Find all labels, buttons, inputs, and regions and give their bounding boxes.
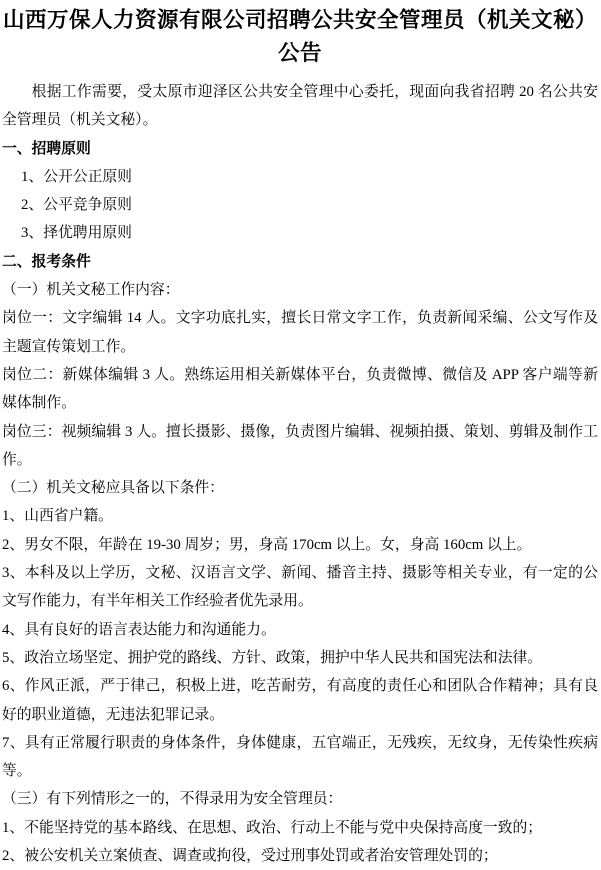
- disqualification-1: 1、不能坚持党的基本路线、在思想、政治、行动上不能与党中央保持高度一致的；: [2, 819, 543, 836]
- intro-paragraph: 根据工作需要，受太原市迎泽区公共安全管理中心委托，现面向我省招聘 20 名公共安全管理员（机关文秘）。: [2, 84, 598, 129]
- requirement-4: 4、具有良好的语言表达能力和沟通能力。: [2, 621, 276, 638]
- requirement-1: 1、山西省户籍。: [2, 508, 113, 525]
- job-post-2: 岗位二：新媒体编辑 3 人。熟练运用相关新媒体平台，负责微博、微信及 APP 客户端等新媒体制作。: [2, 366, 598, 412]
- principle-item-2: 2、公平竞争原则: [21, 197, 132, 214]
- job-post-1: 岗位一：文字编辑 14 人。文字功底扎实，擅长日常文字工作，负责新闻采编、公文写作及主题宣传策划工作。: [2, 310, 598, 355]
- disqualification-2: 2、被公安机关立案侦查、调查或拘役，受过刑事处罚或者治安管理处罚的；: [2, 848, 498, 865]
- principle-item-1: 1、公开公正原则: [21, 168, 132, 185]
- section-heading-1: 一、招聘原则: [2, 140, 91, 157]
- subsection-heading-3: （三）有下列情形之一的，不得录用为安全管理员：: [2, 791, 343, 808]
- principle-item-3: 3、择优聘用原则: [21, 225, 132, 242]
- subsection-heading-2: （二）机关文秘应具备以下条件：: [2, 480, 224, 497]
- job-post-3: 岗位三：视频编辑 3 人。擅长摄影、摄像，负责图片编辑、视频拍摄、策划、剪辑及制作工作。: [2, 423, 598, 468]
- requirement-6: 6、作风正派，严于律己，积极上进，吃苦耐劳，有高度的责任心和团队合作精神；具有良好的职业道德，无违法犯罪记录。: [2, 678, 598, 723]
- document-title-line1: 山西万保人力资源有限公司招聘公共安全管理员（机关文秘）: [2, 8, 597, 32]
- document-body: [2, 78, 598, 870]
- requirement-3: 3、本科及以上学历，文秘、汉语言文学、新闻、播音主持、摄影等相关专业，有一定的公文写作能力，有半年相关工作经验者优先录用。: [2, 565, 598, 610]
- document-title: [2, 4, 598, 70]
- section-heading-2: 二、报考条件: [2, 253, 91, 270]
- requirement-5: 5、政治立场坚定、拥护党的路线、方针、政策，拥护中华人民共和国宪法和法律。: [2, 649, 543, 666]
- document-title-line2: 公告: [277, 41, 322, 65]
- requirement-2: 2、男女不限，年龄在 19-30 周岁；男，身高 170cm 以上。女，身高 160cm 以上。: [2, 536, 532, 553]
- subsection-heading-1: （一）机关文秘工作内容：: [2, 282, 180, 299]
- requirement-7: 7、具有正常履行职责的身体条件，身体健康，五官端正，无残疾，无纹身，无传染性疾病等。: [2, 734, 598, 780]
